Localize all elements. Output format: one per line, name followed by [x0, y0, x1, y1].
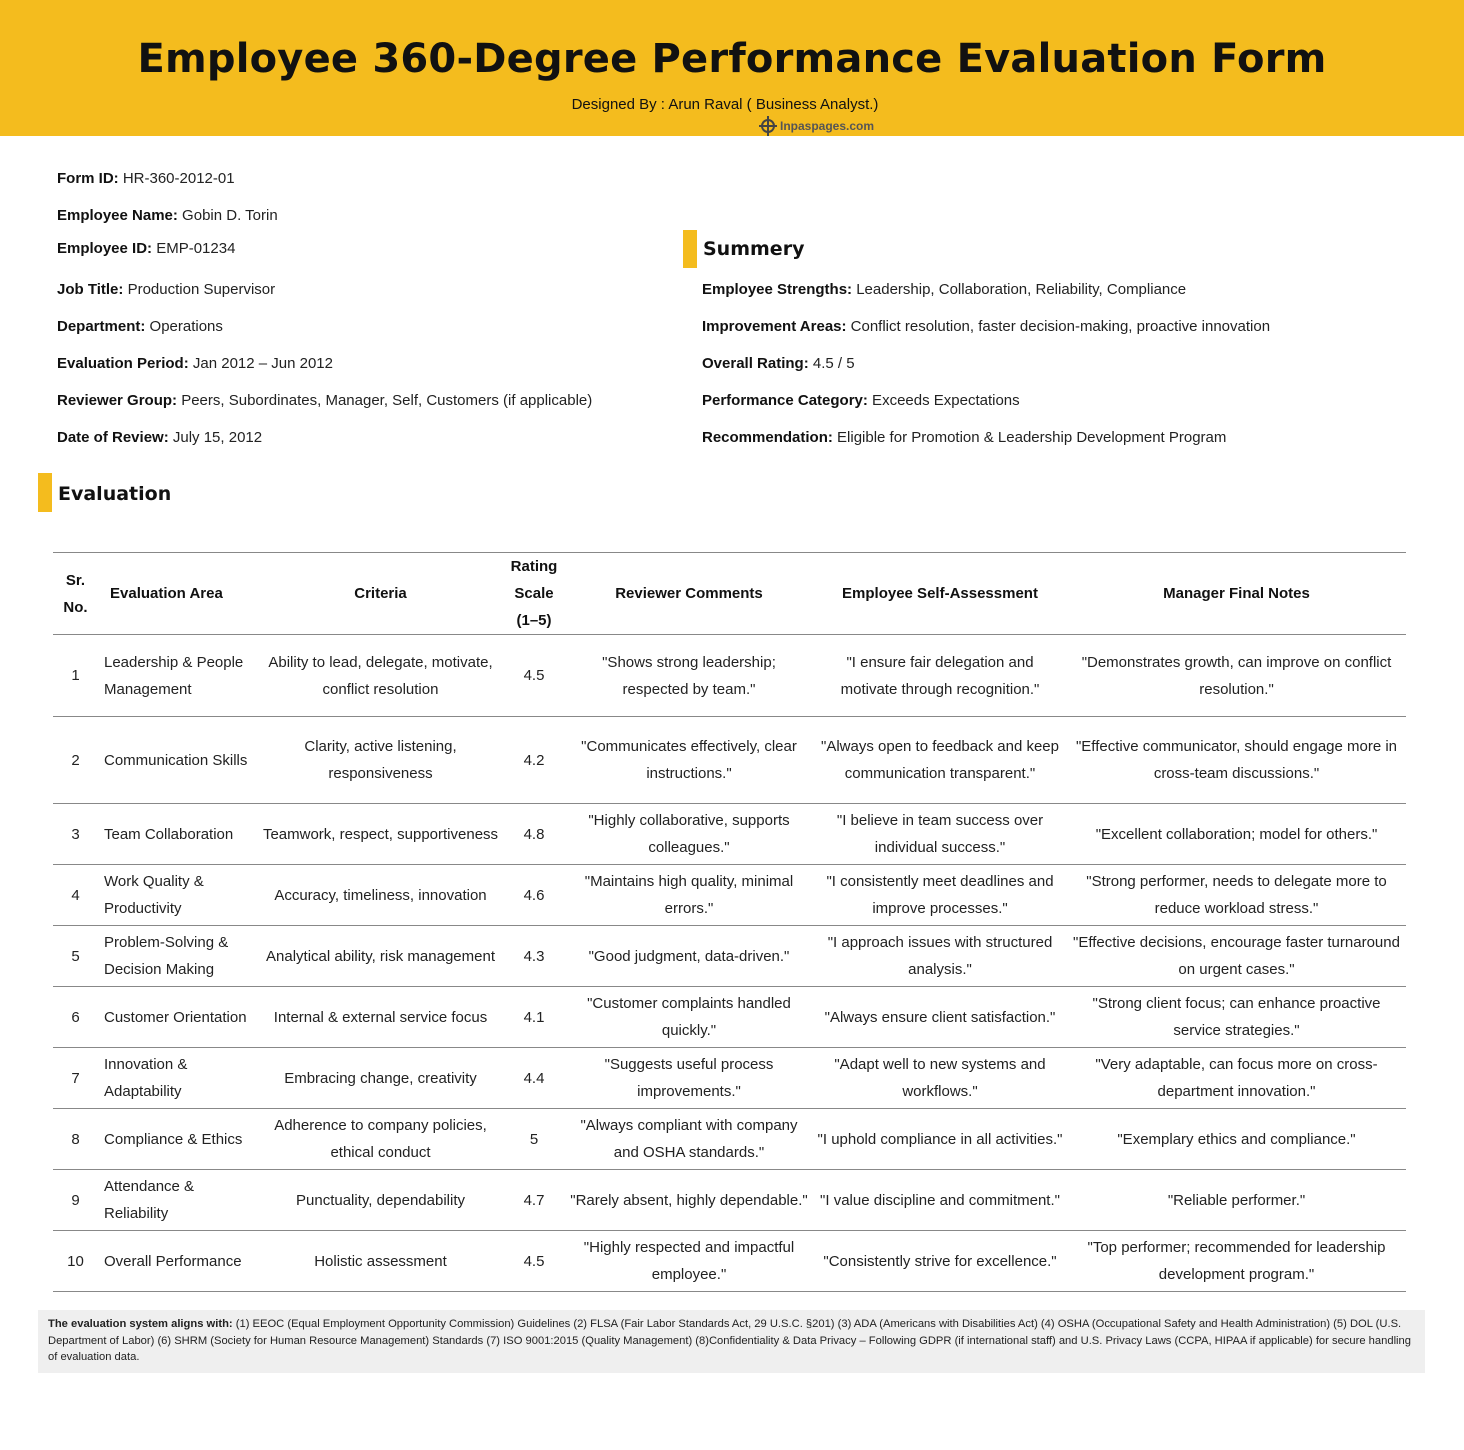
cell-self: "I approach issues with structured analysis." [813, 926, 1067, 987]
cell-reviewer: "Good judgment, data-driven." [565, 926, 813, 987]
table-row [53, 865, 1406, 926]
improvement-areas: Improvement Areas: Conflict resolution, faster decision-making, proactive innovation [702, 318, 1271, 335]
cell-area: Innovation & Adaptability [98, 1048, 258, 1109]
cell-reviewer: "Maintains high quality, minimal errors." [565, 865, 813, 926]
cell-manager: "Demonstrates growth, can improve on conflict resolution." [1067, 635, 1406, 717]
date-of-review: Date of Review: July 15, 2012 [57, 429, 263, 446]
evaluation-period: Evaluation Period: Jan 2012 – Jun 2012 [57, 355, 333, 372]
cell-reviewer: "Rarely absent, highly dependable." [565, 1170, 813, 1231]
cell-self: "Always open to feedback and keep communication transparent." [813, 717, 1067, 804]
col-header-sr: Sr. No. [53, 553, 98, 635]
crosshair-icon [758, 115, 778, 137]
table-row [53, 926, 1406, 987]
cell-sr: 5 [53, 926, 98, 987]
cell-rating: 4.7 [503, 1170, 565, 1231]
form-id: Form ID: HR-360-2012-01 [57, 170, 235, 187]
cell-criteria: Teamwork, respect, supportiveness [258, 804, 503, 865]
cell-reviewer: "Communicates effectively, clear instructions." [565, 717, 813, 804]
reviewer-group: Reviewer Group: Peers, Subordinates, Manager, Self, Customers (if applicable) [57, 392, 593, 409]
col-header-rating: Rating Scale (1–5) [503, 553, 565, 635]
cell-sr: 10 [53, 1231, 98, 1292]
cell-criteria: Internal & external service focus [258, 987, 503, 1048]
cell-rating: 5 [503, 1109, 565, 1170]
employee-id: Employee ID: EMP-01234 [57, 240, 236, 257]
cell-sr: 1 [53, 635, 98, 717]
col-header-criteria: Criteria [258, 553, 503, 635]
table-header-row [53, 553, 1406, 635]
cell-manager: "Reliable performer." [1067, 1170, 1406, 1231]
cell-sr: 6 [53, 987, 98, 1048]
evaluation-heading: Evaluation [58, 483, 172, 505]
job-title: Job Title: Production Supervisor [57, 281, 276, 298]
cell-area: Leadership & People Management [98, 635, 258, 717]
cell-rating: 4.3 [503, 926, 565, 987]
cell-sr: 7 [53, 1048, 98, 1109]
cell-area: Problem-Solving & Decision Making [98, 926, 258, 987]
cell-criteria: Embracing change, creativity [258, 1048, 503, 1109]
table-row [53, 1170, 1406, 1231]
cell-criteria: Clarity, active listening, responsiveness [258, 717, 503, 804]
cell-manager: "Effective communicator, should engage more in cross-team discussions." [1067, 717, 1406, 804]
cell-reviewer: "Shows strong leadership; respected by team." [565, 635, 813, 717]
cell-criteria: Analytical ability, risk management [258, 926, 503, 987]
overall-rating: Overall Rating: 4.5 / 5 [702, 355, 855, 372]
employee-strengths: Employee Strengths: Leadership, Collaboration, Reliability, Compliance [702, 281, 1187, 298]
evaluation-accent-bar [38, 473, 52, 512]
recommendation: Recommendation: Eligible for Promotion & Leadership Development Program [702, 429, 1227, 446]
cell-self: "I believe in team success over individual success." [813, 804, 1067, 865]
cell-self: "I value discipline and commitment." [813, 1170, 1067, 1231]
compliance-footer: The evaluation system aligns with: (1) EEOC (Equal Employment Opportunity Commission) Guidelines (2) FLSA (Fair Labor Standards Act, 29 U.S.C. §201) (3) ADA (Americans with Disabilities Act) (4) OSHA (Occupational Safety and Health Administration) (5) DOL (U.S. Department of Labor) (6) SHRM (Society for Human Resource Management) Standards (7) ISO 9001:2015 (Quality Management) (8)Confidentiality & Data Privacy – Following GDPR (if international staff) and U.S. Privacy Laws (CCPA, HIPAA if applicable) for secure handling of evaluation data. [38, 1310, 1425, 1373]
cell-area: Team Collaboration [98, 804, 258, 865]
cell-area: Overall Performance [98, 1231, 258, 1292]
cell-manager: "Top performer; recommended for leadership development program." [1067, 1231, 1406, 1292]
table-row [53, 804, 1406, 865]
cell-area: Work Quality & Productivity [98, 865, 258, 926]
cell-reviewer: "Suggests useful process improvements." [565, 1048, 813, 1109]
cell-self: "Adapt well to new systems and workflows." [813, 1048, 1067, 1109]
cell-self: "Always ensure client satisfaction." [813, 987, 1067, 1048]
col-header-manager: Manager Final Notes [1067, 553, 1406, 635]
table-row [53, 987, 1406, 1048]
cell-rating: 4.4 [503, 1048, 565, 1109]
cell-rating: 4.1 [503, 987, 565, 1048]
cell-manager: "Strong performer, needs to delegate more to reduce workload stress." [1067, 865, 1406, 926]
evaluation-table [53, 552, 1406, 1292]
cell-reviewer: "Customer complaints handled quickly." [565, 987, 813, 1048]
cell-self: "I uphold compliance in all activities." [813, 1109, 1067, 1170]
watermark-text: Inpaspages.com [780, 119, 875, 133]
header-banner [0, 0, 1464, 136]
table-row [53, 1109, 1406, 1170]
cell-rating: 4.5 [503, 1231, 565, 1292]
table-row [53, 635, 1406, 717]
employee-name: Employee Name: Gobin D. Torin [57, 207, 278, 224]
cell-sr: 9 [53, 1170, 98, 1231]
table-row [53, 1048, 1406, 1109]
summary-heading: Summery [703, 238, 805, 260]
cell-reviewer: "Highly collaborative, supports colleagues." [565, 804, 813, 865]
cell-sr: 8 [53, 1109, 98, 1170]
cell-manager: "Effective decisions, encourage faster turnaround on urgent cases." [1067, 926, 1406, 987]
department: Department: Operations [57, 318, 223, 335]
designer-credit: Designed By : Arun Raval ( Business Analyst.) [571, 96, 879, 113]
cell-area: Customer Orientation [98, 987, 258, 1048]
cell-manager: "Exemplary ethics and compliance." [1067, 1109, 1406, 1170]
performance-category: Performance Category: Exceeds Expectations [702, 392, 1020, 409]
cell-rating: 4.8 [503, 804, 565, 865]
cell-manager: "Excellent collaboration; model for others." [1067, 804, 1406, 865]
cell-criteria: Punctuality, dependability [258, 1170, 503, 1231]
cell-sr: 4 [53, 865, 98, 926]
cell-criteria: Accuracy, timeliness, innovation [258, 865, 503, 926]
summary-accent-bar [683, 230, 697, 268]
cell-sr: 2 [53, 717, 98, 804]
watermark [758, 114, 874, 138]
cell-reviewer: "Highly respected and impactful employee." [565, 1231, 813, 1292]
cell-sr: 3 [53, 804, 98, 865]
cell-self: "I consistently meet deadlines and improve processes." [813, 865, 1067, 926]
cell-criteria: Holistic assessment [258, 1231, 503, 1292]
cell-self: "Consistently strive for excellence." [813, 1231, 1067, 1292]
table-row [53, 1231, 1406, 1292]
cell-reviewer: "Always compliant with company and OSHA standards." [565, 1109, 813, 1170]
cell-manager: "Strong client focus; can enhance proactive service strategies." [1067, 987, 1406, 1048]
page-title: Employee 360-Degree Performance Evaluation Form [137, 36, 1327, 82]
col-header-area: Evaluation Area [98, 553, 258, 635]
cell-area: Attendance & Reliability [98, 1170, 258, 1231]
cell-rating: 4.6 [503, 865, 565, 926]
cell-criteria: Ability to lead, delegate, motivate, conflict resolution [258, 635, 503, 717]
cell-rating: 4.5 [503, 635, 565, 717]
cell-self: "I ensure fair delegation and motivate through recognition." [813, 635, 1067, 717]
table-row [53, 717, 1406, 804]
cell-manager: "Very adaptable, can focus more on cross-department innovation." [1067, 1048, 1406, 1109]
col-header-self: Employee Self-Assessment [813, 553, 1067, 635]
cell-area: Compliance & Ethics [98, 1109, 258, 1170]
cell-rating: 4.2 [503, 717, 565, 804]
col-header-reviewer: Reviewer Comments [565, 553, 813, 635]
cell-area: Communication Skills [98, 717, 258, 804]
cell-criteria: Adherence to company policies, ethical conduct [258, 1109, 503, 1170]
